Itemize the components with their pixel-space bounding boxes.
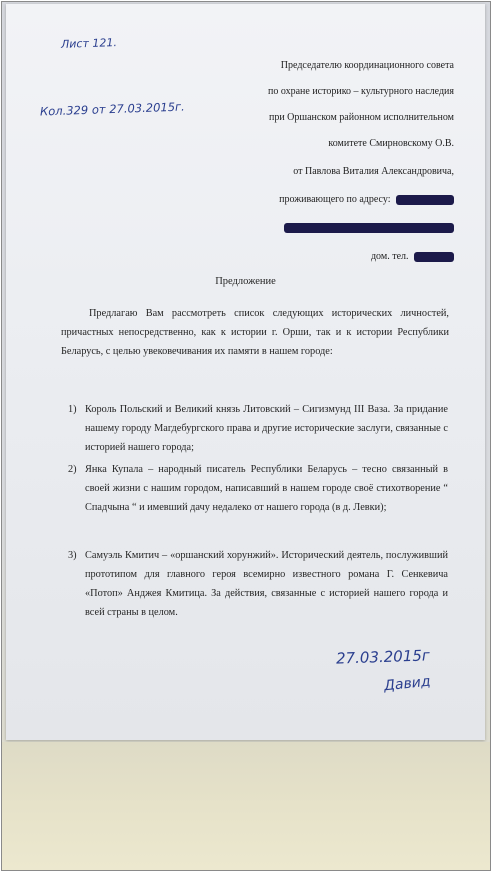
list-item [68, 400, 448, 457]
address-label: проживающего по адресу: [279, 194, 391, 205]
list-item-text: Король Польский и Великий князь Литовский – Сигизмунд III Ваза. За придание нашему городу Магдебургского права и другие исторические заслуги, связанные с историей нашего города; [85, 404, 448, 453]
sender-line: от Павлова Виталия Александровича, [293, 166, 454, 177]
intro-paragraph [61, 304, 449, 361]
intro-text: Предлагаю Вам рассмотреть список следующих исторических личностей, причастных непосредственно, как к истории г. Орши, так и к истории Республики Беларусь, с целью увековечивания их памяти в нашем городе: [61, 308, 449, 357]
redacted-address-start [396, 195, 454, 205]
redacted-address-full [284, 223, 454, 233]
sheet-number-annotation: Лист 121. [60, 36, 118, 51]
list-item-number: 2) [68, 464, 77, 475]
registration-stamp-annotation: Кол.329 от 27.03.2015г. [39, 99, 185, 119]
handwritten-date: 27.03.2015г [335, 646, 431, 668]
list-item-number: 3) [68, 550, 77, 561]
redacted-phone [414, 252, 454, 262]
background-surface [2, 742, 490, 870]
photo-frame [1, 1, 491, 871]
handwritten-signature: Давид [383, 673, 432, 695]
document-title: Предложение [215, 276, 276, 287]
addressee-line-2: по охране историко – культурного наследия [267, 86, 454, 97]
document-page [6, 4, 485, 740]
list-item [68, 546, 448, 622]
list-item-number: 1) [68, 404, 77, 415]
list-item-text: Самуэль Кмитич – «оршанский хорунжий». Исторический деятель, послуживший прототипом для главного героя всемирно известного романа Г. Сенкевича «Потоп» Анджея Кмитица. За действия, связанные с историей нашего города и всей страны в целом. [85, 550, 448, 618]
addressee-line-4: комитете Смирновскому О.В. [328, 138, 454, 149]
address-line [206, 194, 454, 206]
addressee-line-3: при Оршанском районном исполнительном [268, 112, 454, 123]
address-line-2 [206, 222, 454, 234]
phone-label: дом. тел. [370, 251, 409, 262]
list-item-text: Янка Купала – народный писатель Республики Беларусь – тесно связанный в своей жизни с нашим городом, написавший в нашем городе своё стихотворение “ Спадчына “ и имевший дачу недалеко от нашего города (в д. Левки); [85, 464, 448, 513]
addressee-line-1: Председателю координационного совета [280, 60, 454, 71]
list-item [68, 460, 448, 517]
phone-line [206, 251, 454, 263]
